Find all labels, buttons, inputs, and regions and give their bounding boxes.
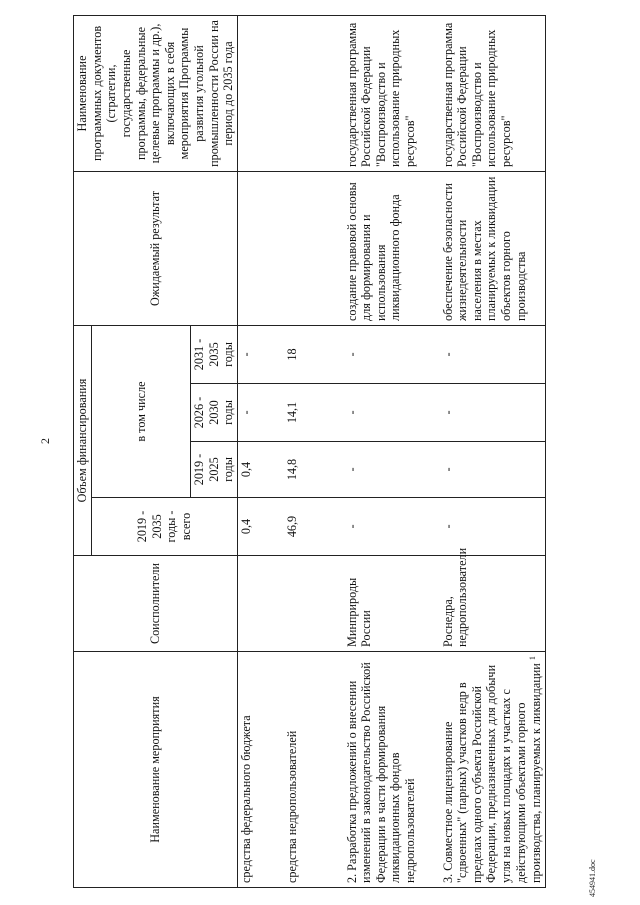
cell-program: государственная программа Российской Федерации "Воспроизводство и использование природных ресурсов": [344, 15, 440, 171]
cell-period-2: -: [238, 384, 284, 442]
cell-total: -: [344, 498, 440, 556]
cell-period-1: 14,8: [284, 442, 344, 498]
col-header-total: 2019 - 2035 годы - всего: [91, 498, 237, 556]
table-row: [284, 15, 344, 887]
cell-period-2: -: [440, 384, 546, 442]
cell-executors: [238, 556, 284, 652]
cell-result: [238, 171, 284, 325]
col-header-period-1: 2019 - 2025 годы: [191, 442, 238, 498]
cell-program: [284, 15, 344, 171]
cell-period-3: 18: [284, 325, 344, 383]
col-header-funding: Объем финансирования: [74, 325, 92, 555]
cell-result: [284, 171, 344, 325]
cell-measure: средства федерального бюджета: [238, 652, 284, 888]
cell-total: 46,9: [284, 498, 344, 556]
cell-measure: средства недропользователей: [284, 652, 344, 888]
col-header-including: в том числе: [91, 325, 190, 497]
cell-period-1: -: [344, 442, 440, 498]
cell-program: государственная программа Российской Федерации "Воспроизводство и использование природных ресурсов": [440, 15, 546, 171]
cell-measure: 2. Разработка предложений о внесении изменений в законодательство Российской Федерации в части формирования ликвидационных фондов недропользователей: [344, 652, 440, 888]
col-header-executors: Соисполнители: [74, 556, 238, 652]
page-number: 2: [38, 438, 52, 444]
cell-period-1: 0,4: [238, 442, 284, 498]
cell-period-3: -: [440, 325, 546, 383]
measure-text: 3. Совместное лицензирование "сдвоенных" (парных) участков недр в пределах одного субъекта Российской Федерации, предназначенных для добычи угля на новых площадях и участках с действующими объектами горного производства, планируемых к ликвидации: [440, 663, 544, 883]
col-header-program: Наименование программных документов (стратегии, государственные программы, федеральные целевые программы и др.), включающих в себя мероприятия Программы развития угольной промышленности России на период до 2035 года: [74, 15, 238, 171]
cell-period-2: 14,1: [284, 384, 344, 442]
cell-period-3: -: [344, 325, 440, 383]
cell-period-1: -: [440, 442, 546, 498]
col-header-period-2: 2026 - 2030 годы: [191, 384, 238, 442]
table-row: [344, 15, 440, 887]
cell-executors: Минприроды России: [344, 556, 440, 652]
cell-measure: [440, 652, 546, 888]
table-row: [440, 15, 546, 887]
cell-executors: [284, 556, 344, 652]
footnote-mark: 1: [528, 656, 538, 661]
col-header-measure: Наименование мероприятия: [74, 652, 238, 888]
col-header-result: Ожидаемый результат: [74, 171, 238, 325]
cell-period-2: -: [344, 384, 440, 442]
cell-total: 0,4: [238, 498, 284, 556]
table-row: [238, 15, 284, 887]
col-header-period-3: 2031 - 2035 годы: [191, 325, 238, 383]
cell-total: -: [440, 498, 546, 556]
cell-program: [238, 15, 284, 171]
footer-code: 454941.doc: [588, 859, 597, 897]
cell-period-3: -: [238, 325, 284, 383]
cell-result: обеспечение безопасности жизнедеятельности населения в местах планируемых к ликвидации объектов горного производства: [440, 171, 546, 325]
cell-result: создание правовой основы для формирования и использования ликвидационного фонда: [344, 171, 440, 325]
rotated-table-sheet: [73, 16, 605, 888]
program-measures-table: [73, 15, 546, 888]
cell-executors: Роснедра, недропользователи: [440, 556, 546, 652]
